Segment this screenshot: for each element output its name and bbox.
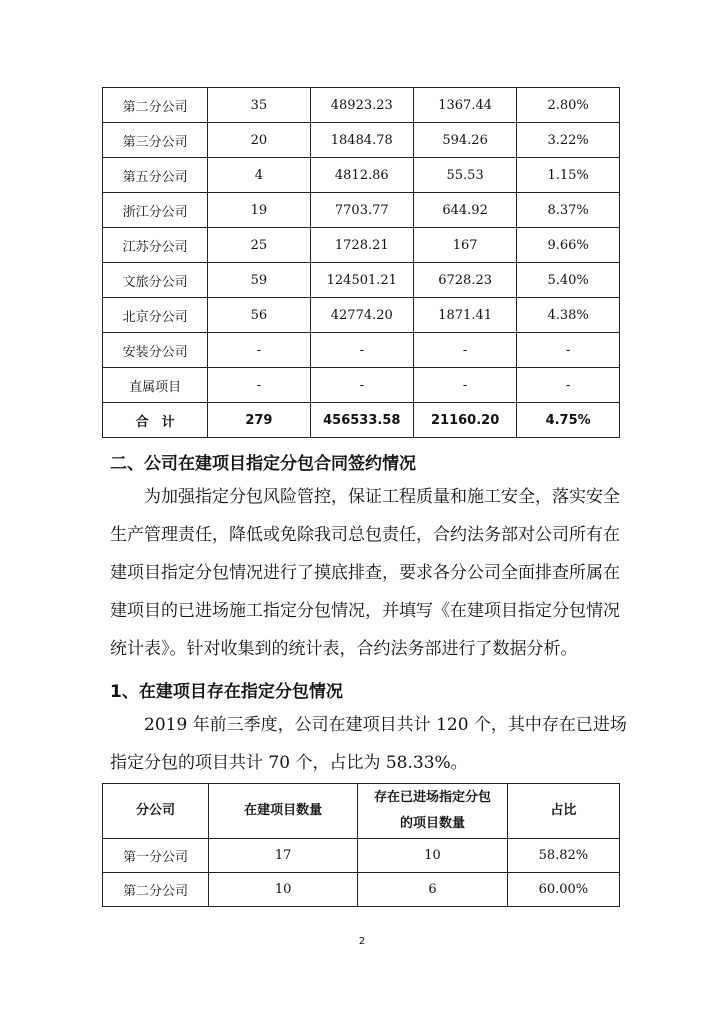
cell-total-amount: 456533.58 bbox=[310, 403, 413, 438]
table-row bbox=[103, 873, 620, 907]
cell-branch: 文旅分公司 bbox=[103, 263, 208, 298]
page-number: 2 bbox=[358, 936, 366, 947]
cell-branch: 直属项目 bbox=[103, 368, 208, 403]
cell-subcontract: 594.26 bbox=[414, 123, 517, 158]
cell-amount: - bbox=[310, 368, 413, 403]
cell-subcontract: 55.53 bbox=[414, 158, 517, 193]
cell-subcontract: 644.92 bbox=[414, 193, 517, 228]
cell-branch: 第一分公司 bbox=[103, 839, 209, 873]
cell-count: 25 bbox=[208, 228, 310, 263]
cell-subcontract-projects: 10 bbox=[358, 839, 507, 873]
cell-branch: 第三分公司 bbox=[103, 123, 208, 158]
cell-project-count: 17 bbox=[208, 839, 357, 873]
table-row bbox=[103, 298, 620, 333]
cell-subcontract: 6728.23 bbox=[414, 263, 517, 298]
header-subcontract-projects bbox=[358, 784, 507, 839]
paragraph-line: 建项目指定分包情况进行了摸底排查，要求各分公司全面排查所属在 bbox=[110, 563, 620, 583]
table-header-row bbox=[103, 784, 620, 839]
subsection-paragraph bbox=[110, 706, 627, 782]
cell-count: - bbox=[208, 333, 310, 368]
branch-subcontract-table bbox=[102, 783, 620, 907]
cell-amount: 48923.23 bbox=[310, 88, 413, 123]
header-project-count: 在建项目数量 bbox=[208, 784, 357, 839]
cell-ratio: 5.40% bbox=[517, 263, 620, 298]
cell-ratio: 58.82% bbox=[507, 839, 619, 873]
cell-project-count: 10 bbox=[208, 873, 357, 907]
table-row bbox=[103, 333, 620, 368]
table-row bbox=[103, 839, 620, 873]
cell-amount: 4812.86 bbox=[310, 158, 413, 193]
cell-count: 4 bbox=[208, 158, 310, 193]
paragraph-line: 生产管理责任，降低或免除我司总包责任，合约法务部对公司所有在 bbox=[110, 525, 620, 545]
cell-subcontract: - bbox=[414, 333, 517, 368]
cell-total-label: 合 计 bbox=[103, 403, 208, 438]
table-row bbox=[103, 368, 620, 403]
table-row bbox=[103, 158, 620, 193]
cell-branch: 浙江分公司 bbox=[103, 193, 208, 228]
cell-ratio: 60.00% bbox=[507, 873, 619, 907]
cell-branch: 第二分公司 bbox=[103, 873, 209, 907]
table-row bbox=[103, 123, 620, 158]
subcontract-statistics-table bbox=[102, 87, 620, 438]
cell-branch: 北京分公司 bbox=[103, 298, 208, 333]
cell-subcontract: 167 bbox=[414, 228, 517, 263]
cell-subcontract: - bbox=[414, 368, 517, 403]
paragraph-line: 为加强指定分包风险管控，保证工程质量和施工安全，落实安全 bbox=[144, 487, 620, 507]
cell-subcontract: 1367.44 bbox=[414, 88, 517, 123]
cell-count: - bbox=[208, 368, 310, 403]
cell-branch: 第二分公司 bbox=[103, 88, 208, 123]
cell-subcontract-projects: 6 bbox=[358, 873, 507, 907]
cell-count: 20 bbox=[208, 123, 310, 158]
cell-count: 56 bbox=[208, 298, 310, 333]
cell-amount: 42774.20 bbox=[310, 298, 413, 333]
cell-amount: - bbox=[310, 333, 413, 368]
table-row bbox=[103, 193, 620, 228]
cell-ratio: - bbox=[517, 333, 620, 368]
cell-amount: 1728.21 bbox=[310, 228, 413, 263]
cell-ratio: 4.38% bbox=[517, 298, 620, 333]
table-row bbox=[103, 88, 620, 123]
paragraph-line: 统计表》。针对收集到的统计表，合约法务部进行了数据分析。 bbox=[110, 639, 578, 659]
cell-amount: 124501.21 bbox=[310, 263, 413, 298]
header-subcontract-line2: 的项目数量 bbox=[399, 816, 465, 831]
header-ratio: 占比 bbox=[507, 784, 619, 839]
cell-ratio: 9.66% bbox=[517, 228, 620, 263]
cell-branch: 江苏分公司 bbox=[103, 228, 208, 263]
cell-subcontract: 1871.41 bbox=[414, 298, 517, 333]
paragraph-line: 建项目的已进场施工指定分包情况，并填写《在建项目指定分包情况 bbox=[110, 601, 620, 621]
cell-ratio: - bbox=[517, 368, 620, 403]
paragraph-line: 指定分包的项目共计 70 个，占比为 58.33%。 bbox=[110, 753, 468, 773]
table-row bbox=[103, 263, 620, 298]
cell-branch: 第五分公司 bbox=[103, 158, 208, 193]
table-row bbox=[103, 228, 620, 263]
cell-branch: 安装分公司 bbox=[103, 333, 208, 368]
subsection-heading: 1、在建项目存在指定分包情况 bbox=[110, 682, 343, 702]
section-paragraph bbox=[110, 478, 620, 668]
table-total-row bbox=[103, 403, 620, 438]
cell-amount: 18484.78 bbox=[310, 123, 413, 158]
cell-ratio: 8.37% bbox=[517, 193, 620, 228]
cell-amount: 7703.77 bbox=[310, 193, 413, 228]
cell-total-count: 279 bbox=[208, 403, 310, 438]
cell-total-ratio: 4.75% bbox=[517, 403, 620, 438]
cell-count: 19 bbox=[208, 193, 310, 228]
header-subcontract-line1: 存在已进场指定分包 bbox=[373, 790, 491, 805]
section-heading: 二、公司在建项目指定分包合同签约情况 bbox=[110, 454, 416, 474]
cell-ratio: 3.22% bbox=[517, 123, 620, 158]
cell-ratio: 1.15% bbox=[517, 158, 620, 193]
cell-count: 59 bbox=[208, 263, 310, 298]
cell-total-subcontract: 21160.20 bbox=[414, 403, 517, 438]
cell-count: 35 bbox=[208, 88, 310, 123]
header-branch: 分公司 bbox=[103, 784, 209, 839]
cell-ratio: 2.80% bbox=[517, 88, 620, 123]
paragraph-line: 2019 年前三季度，公司在建项目共计 120 个，其中存在已进场 bbox=[144, 715, 627, 735]
